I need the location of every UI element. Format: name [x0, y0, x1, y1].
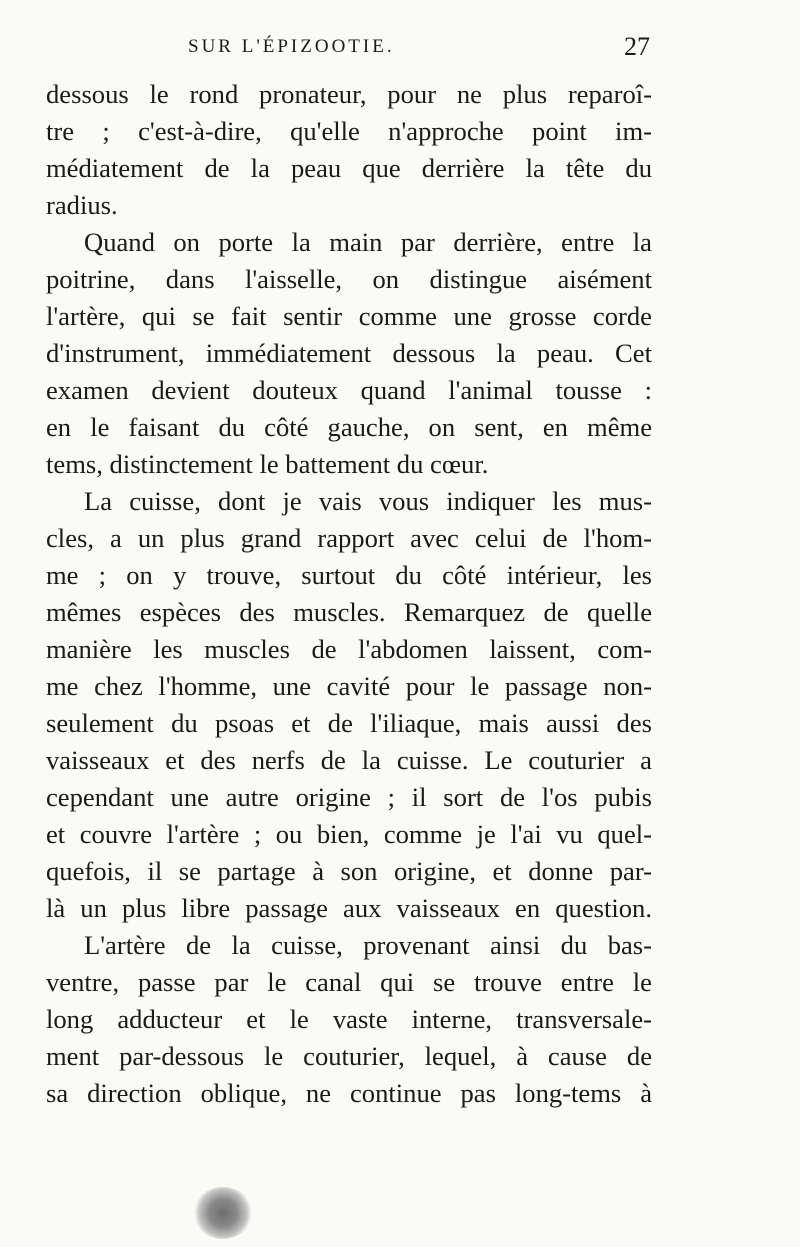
text-line: La cuisse, dont je vais vous indiquer les mus-	[84, 486, 652, 516]
text-line: médiatement de la peau que derrière la tête du	[46, 153, 652, 183]
text-line: dessous le rond pronateur, pour ne plus reparoî-	[46, 79, 652, 109]
text-line: mêmes espèces des muscles. Remarquez de quelle	[46, 597, 652, 627]
text-line: tre ; c'est-à-dire, qu'elle n'approche point im-	[46, 116, 652, 146]
text-line: là un plus libre passage aux vaisseaux en question.	[46, 893, 652, 923]
text-line: ment par-dessous le couturier, lequel, à cause de	[46, 1041, 652, 1071]
text-line: en le faisant du côté gauche, on sent, en même	[46, 412, 652, 442]
text-line: me ; on y trouve, surtout du côté intérieur, les	[46, 560, 652, 590]
text-line: radius.	[46, 190, 118, 220]
text-line: long adducteur et le vaste interne, transversale-	[46, 1004, 652, 1034]
text-line: examen devient douteux quand l'animal tousse :	[46, 375, 652, 405]
text-line: et couvre l'artère ; ou bien, comme je l'ai vu quel-	[46, 819, 652, 849]
text-line: seulement du psoas et de l'iliaque, mais aussi des	[46, 708, 652, 738]
ink-blot	[193, 1187, 253, 1239]
text-line: tems, distinctement le battement du cœur.	[46, 449, 489, 479]
text-line: poitrine, dans l'aisselle, on distingue aisément	[46, 264, 652, 294]
text-line: cependant une autre origine ; il sort de l'os pubis	[46, 782, 652, 812]
text-line: quefois, il se partage à son origine, et donne par-	[46, 856, 652, 886]
text-line: me chez l'homme, une cavité pour le passage non-	[46, 671, 652, 701]
page-number: 27	[624, 32, 650, 61]
text-line: manière les muscles de l'abdomen laissent, com-	[46, 634, 652, 664]
text-line: cles, a un plus grand rapport avec celui de l'hom-	[46, 523, 652, 553]
text-line: vaisseaux et des nerfs de la cuisse. Le couturier a	[46, 745, 652, 775]
running-head	[48, 32, 650, 66]
running-title: SUR L'ÉPIZOOTIE.	[188, 36, 395, 57]
text-line: L'artère de la cuisse, provenant ainsi du bas-	[84, 930, 652, 960]
text-line: d'instrument, immédiatement dessous la peau. Cet	[46, 338, 652, 368]
text-line: ventre, passe par le canal qui se trouve entre le	[46, 967, 652, 997]
text-line: Quand on porte la main par derrière, entre la	[84, 227, 652, 257]
body-text	[46, 76, 652, 1112]
text-line: sa direction oblique, ne continue pas long-tems à	[46, 1078, 652, 1108]
text-line: l'artère, qui se fait sentir comme une grosse corde	[46, 301, 652, 331]
